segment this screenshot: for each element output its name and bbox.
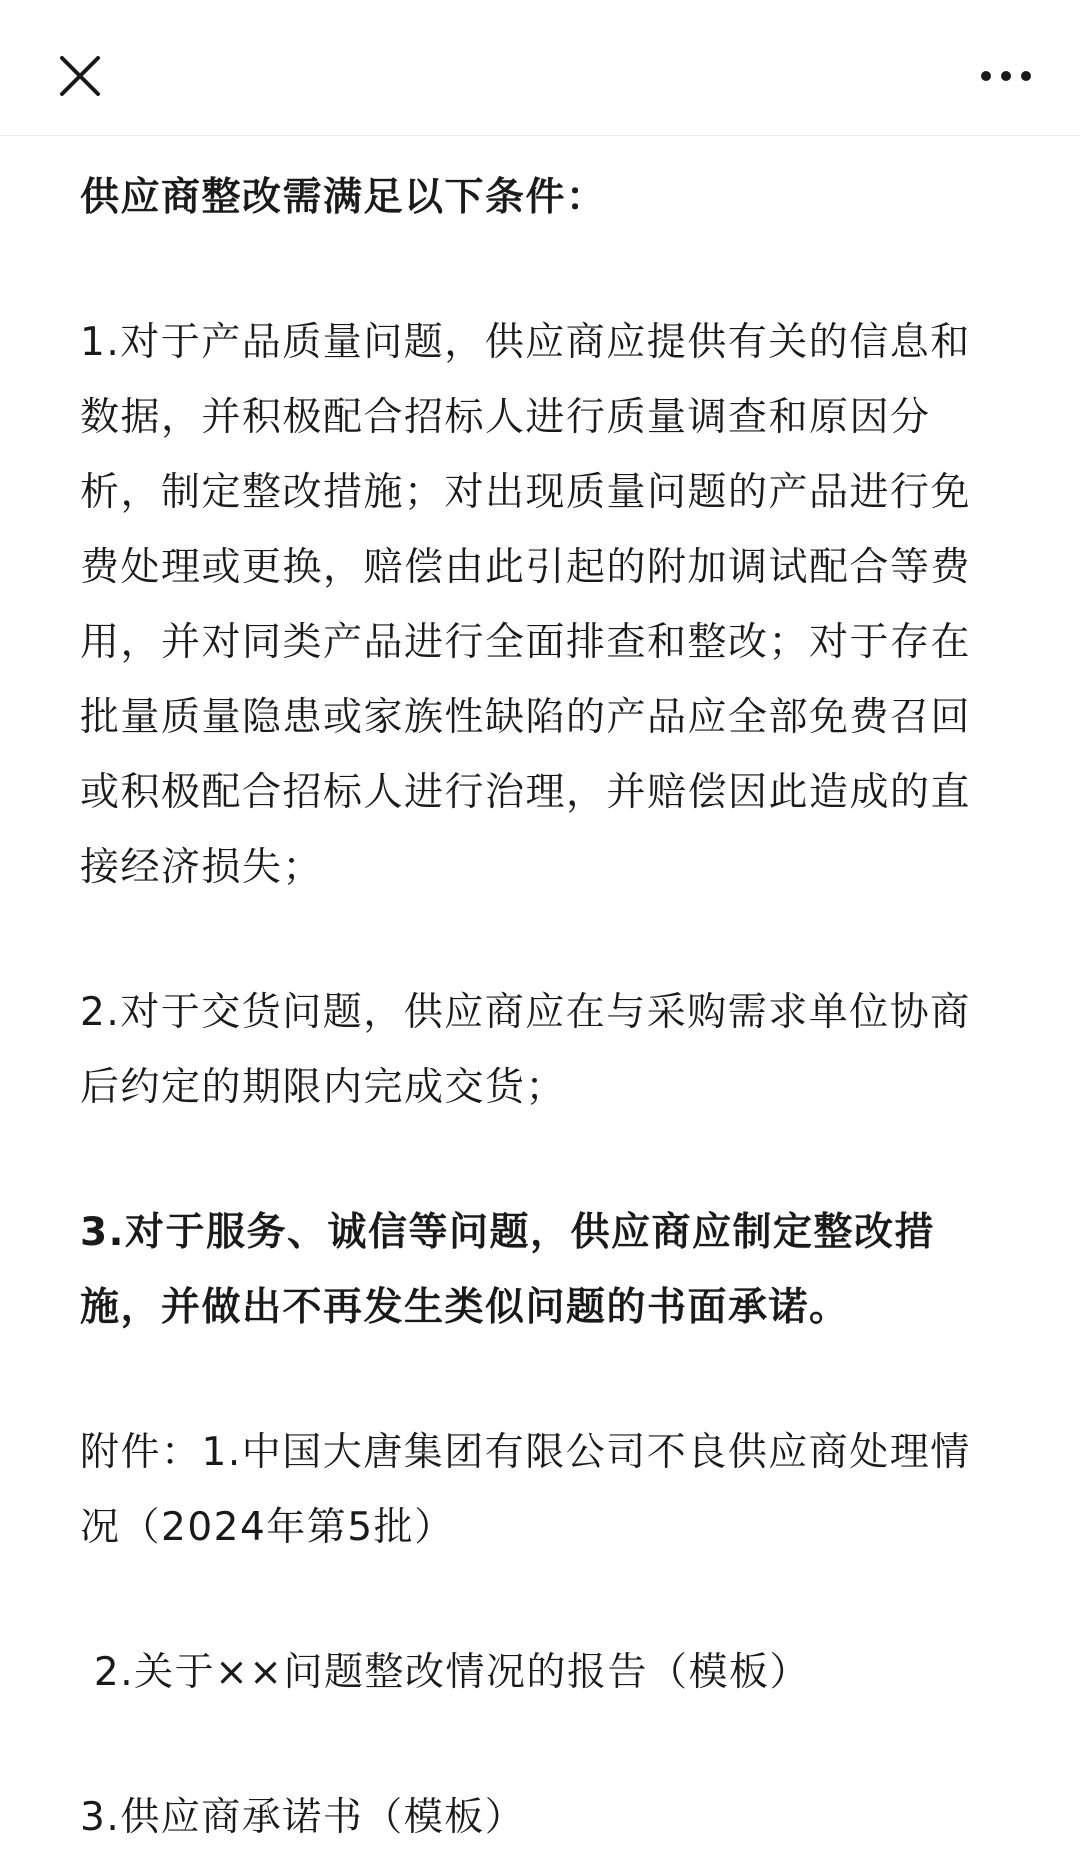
condition-1-paragraph: 1.对于产品质量问题，供应商应提供有关的信息和数据，并积极配合招标人进行质量调查和原因分析，制定整改措施；对出现质量问题的产品进行免费处理或更换，赔偿由此引起的附加调试配合等费用，并对同类产品进行全面排查和整改；对于存在批量质量隐患或家族性缺陷的产品应全部免费召回或积极配合招标人进行治理，并赔偿因此造成的直接经济损失； (80, 320, 972, 890)
article-body (80, 160, 1010, 1855)
top-bar (0, 0, 1080, 136)
paragraph-spacer (80, 1710, 1010, 1780)
more-options-button[interactable] (956, 36, 1056, 116)
close-icon (58, 54, 102, 98)
paragraph-spacer (80, 1345, 1010, 1415)
paragraph-spacer (80, 905, 1010, 975)
attachment-2-link[interactable]: 2.关于××问题整改情况的报告（模板） (80, 1650, 810, 1695)
paragraph-spacer (80, 1125, 1010, 1195)
paragraph-spacer (80, 1565, 1010, 1635)
attachment-3-link[interactable]: 3.供应商承诺书（模板） (80, 1795, 526, 1840)
article-heading: 供应商整改需满足以下条件： (80, 175, 607, 220)
attachment-1-link[interactable]: 附件：1.中国大唐集团有限公司不良供应商处理情况（2024年第5批） (80, 1430, 971, 1550)
more-horizontal-icon (980, 70, 1032, 82)
condition-2-paragraph: 2.对于交货问题，供应商应在与采购需求单位协商后约定的期限内完成交货； (80, 990, 971, 1110)
condition-3-paragraph: 3.对于服务、诚信等问题，供应商应制定整改措施，并做出不再发生类似问题的书面承诺。 (80, 1210, 935, 1330)
close-button[interactable] (40, 36, 120, 116)
paragraph-spacer (80, 235, 1010, 305)
